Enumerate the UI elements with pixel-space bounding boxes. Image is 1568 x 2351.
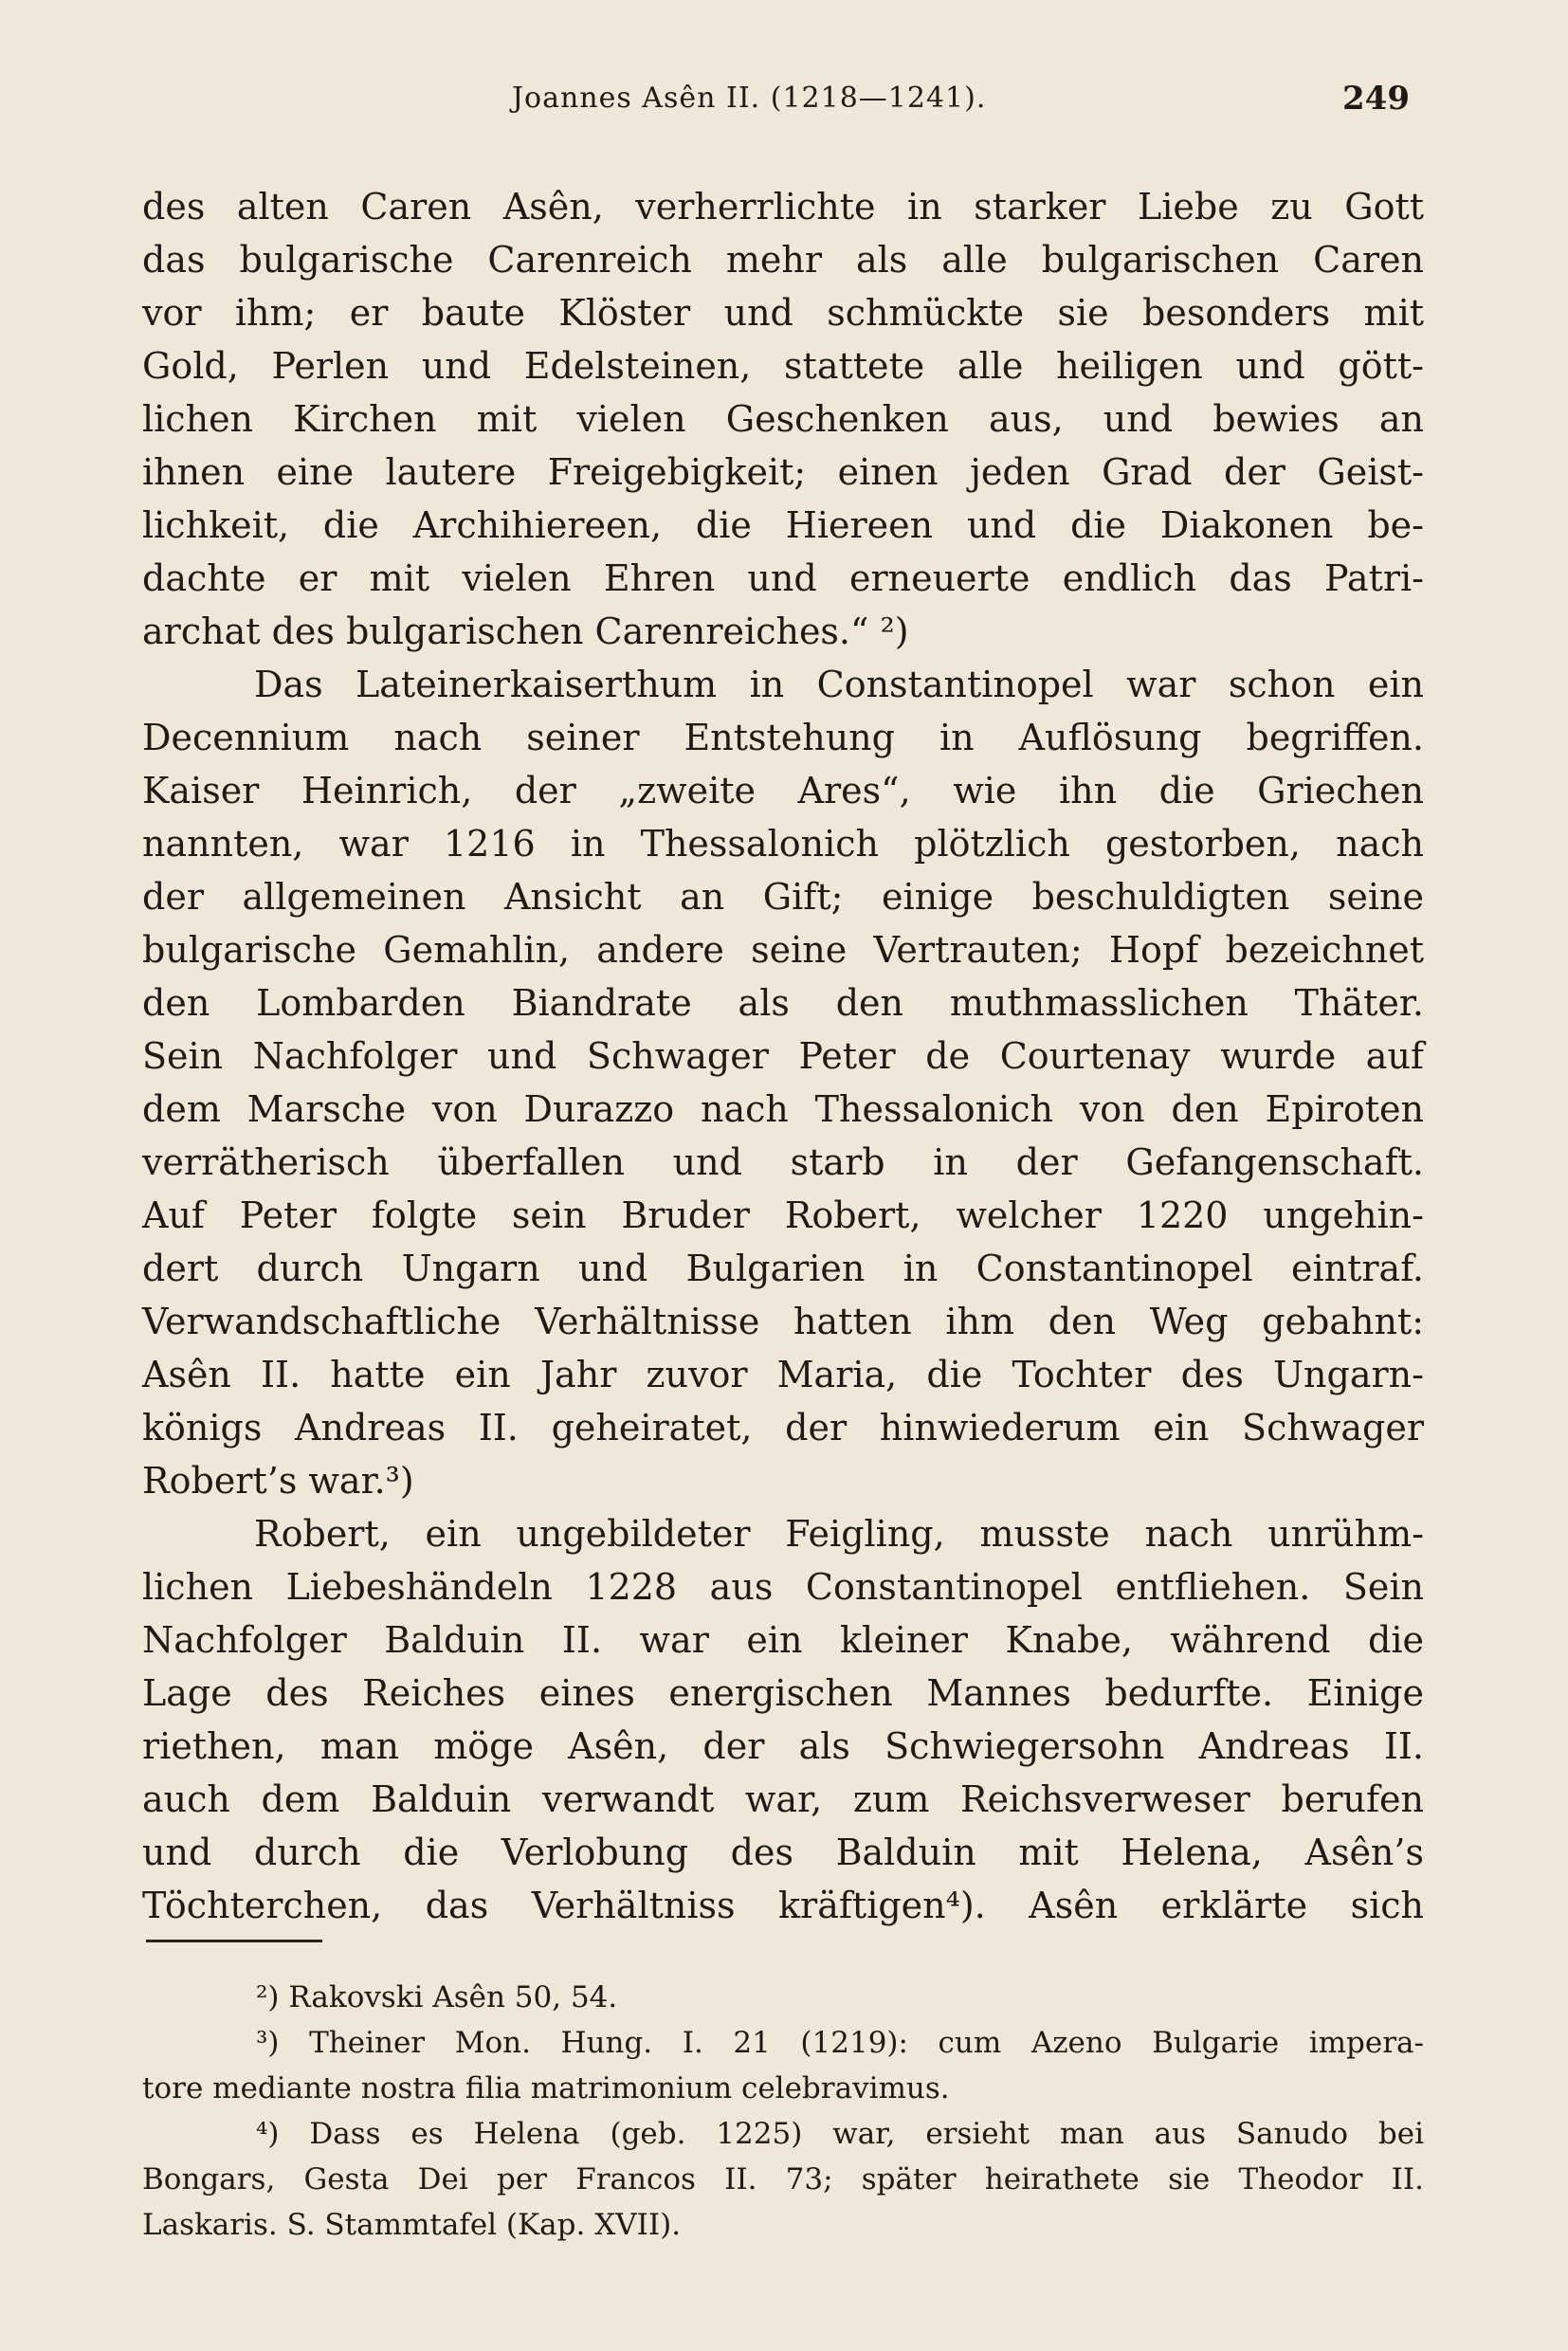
text-line: der allgemeinen Ansicht an Gift; einige beschuldigten seine <box>142 876 1424 918</box>
text-line: dem Marsche von Durazzo nach Thessalonich von den Epiroten <box>142 1088 1424 1130</box>
text-line: bulgarische Gemahlin, andere seine Vertrauten; Hopf bezeichnet <box>142 929 1424 971</box>
text-line: Das Lateinerkaiserthum in Constantinopel war schon ein <box>254 664 1424 705</box>
text-line: Kaiser Heinrich, der „zweite Ares“, wie ihn die Griechen <box>142 770 1424 811</box>
footnote-line: Laskaris. S. Stammtafel (Kap. XVII). <box>142 2208 682 2242</box>
text-line: lichen Liebeshändeln 1228 aus Constantinopel entfliehen. Sein <box>142 1566 1424 1608</box>
text-line: dachte er mit vielen Ehren und erneuerte endlich das Patri- <box>142 557 1424 599</box>
text-line: lichkeit, die Archihiereen, die Hiereen und die Diakonen be- <box>142 504 1424 546</box>
text-line: Lage des Reiches eines energischen Mannes bedurfte. Einige <box>142 1672 1424 1714</box>
text-line: nannten, war 1216 in Thessalonich plötzlich gestorben, nach <box>142 823 1424 865</box>
text-line: und durch die Verlobung des Balduin mit Helena, Asên’s <box>142 1832 1424 1873</box>
footnote-line: Bongars, Gesta Dei per Francos II. 73; später heirathete sie Theodor II. <box>142 2162 1424 2196</box>
text-line: riethen, man möge Asên, der als Schwiegersohn Andreas II. <box>142 1725 1424 1767</box>
footnote-separator <box>146 1940 322 1975</box>
body-text <box>142 180 1424 2248</box>
text-line: Decennium nach seiner Entstehung in Auflösung begriffen. <box>142 717 1424 758</box>
text-line: Verwandschaftliche Verhältnisse hatten ihm den Weg gebahnt: <box>142 1301 1424 1342</box>
text-line: Asên II. hatte ein Jahr zuvor Maria, die Tochter des Ungarn- <box>142 1354 1424 1395</box>
text-line: des alten Caren Asên, verherrlichte in starker Liebe zu Gott <box>142 186 1424 228</box>
text-line: Robert’s war.³) <box>142 1460 414 1502</box>
text-line: Töchterchen, das Verhältniss kräftigen⁴). Asên erklärte sich <box>142 1885 1424 1926</box>
text-line: ihnen eine lautere Freigebigkeit; einen jeden Grad der Geist- <box>142 451 1424 493</box>
text-line: Robert, ein ungebildeter Feigling, musste nach unrühm- <box>254 1513 1424 1555</box>
text-line: das bulgarische Carenreich mehr als alle bulgarischen Caren <box>142 239 1424 281</box>
text-line: königs Andreas II. geheiratet, der hinwiederum ein Schwager <box>142 1407 1424 1449</box>
footnote-line: ⁴) Dass es Helena (geb. 1225) war, ersieht man aus Sanudo bei <box>256 2117 1424 2151</box>
text-line: lichen Kirchen mit vielen Geschenken aus, und bewies an <box>142 398 1424 440</box>
running-head <box>0 82 1568 129</box>
page-number: 249 <box>1342 80 1410 118</box>
footnote-line: ³) Theiner Mon. Hung. I. 21 (1219): cum Azeno Bulgarie impera- <box>256 2026 1424 2060</box>
text-line: Auf Peter folgte sein Bruder Robert, welcher 1220 ungehin- <box>142 1194 1424 1236</box>
text-line: vor ihm; er baute Klöster und schmückte sie besonders mit <box>142 292 1424 334</box>
text-line: den Lombarden Biandrate als den muthmasslichen Thäter. <box>142 982 1424 1024</box>
text-line: verrätherisch überfallen und starb in der Gefangenschaft. <box>142 1141 1424 1183</box>
text-line: archat des bulgarischen Carenreiches.“ ²) <box>142 611 909 652</box>
footnote-line: ²) Rakovski Asên 50, 54. <box>256 1980 618 2014</box>
footnote-line: tore mediante nostra filia matrimonium celebravimus. <box>142 2071 950 2105</box>
text-line: Sein Nachfolger und Schwager Peter de Courtenay wurde auf <box>142 1035 1424 1077</box>
text-line: dert durch Ungarn und Bulgarien in Constantinopel eintraf. <box>142 1248 1424 1289</box>
text-line: auch dem Balduin verwandt war, zum Reichsverweser berufen <box>142 1778 1424 1820</box>
running-head-title: Joannes Asên II. (1218—1241). <box>512 82 987 115</box>
text-line: Gold, Perlen und Edelsteinen, stattete alle heiligen und gött- <box>142 345 1424 387</box>
text-line: Nachfolger Balduin II. war ein kleiner Knabe, während die <box>142 1619 1424 1661</box>
